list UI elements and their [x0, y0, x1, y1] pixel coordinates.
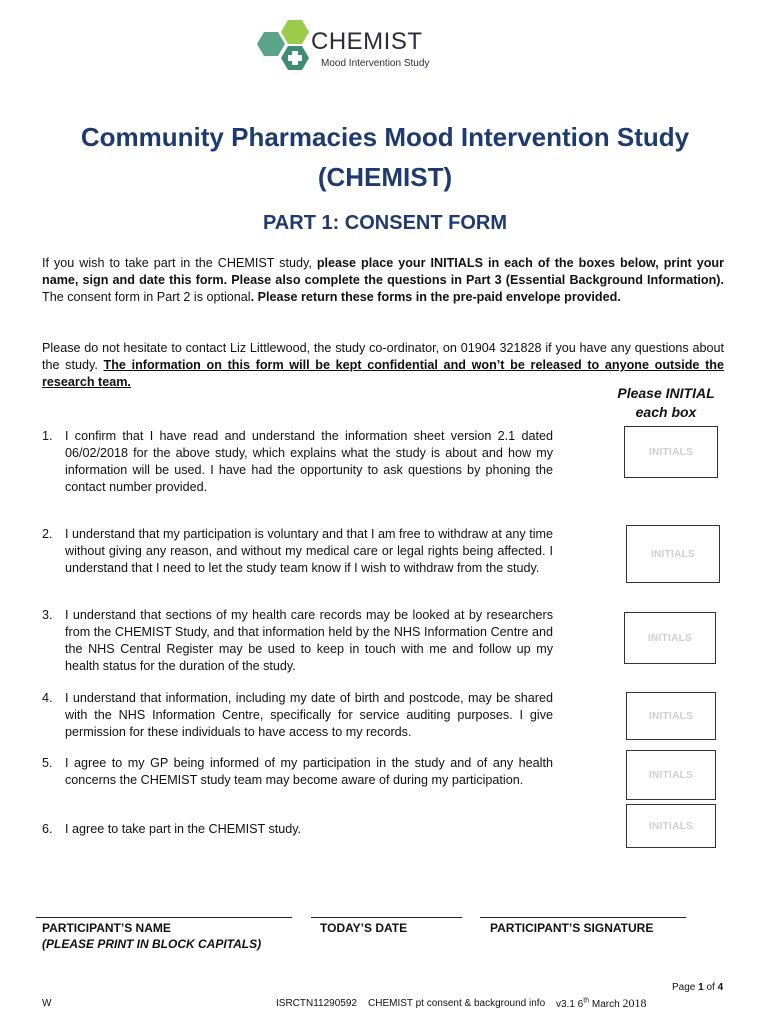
- initials-placeholder: INITIALS: [648, 820, 694, 832]
- logo-subtitle: Mood Intervention Study: [321, 58, 430, 69]
- footer-isrctn: ISRCTN11290592: [276, 998, 357, 1009]
- consent-statement-2: I understand that my participation is voluntary and that I am free to withdraw at any time without giving any reason, and without my medical care or legal rights being affected. I understand that I need to let the study team know if I wish to withdraw from the study.: [65, 527, 553, 575]
- logo-name: CHEMIST: [311, 28, 423, 55]
- intro-bold-1: please place your INITIALS in each of the boxes below, print your name, sign and date this form. Please also complete the questions in Part 3 (Essential Background Information).: [42, 256, 724, 287]
- name-label-subtext: (PLEASE PRINT IN BLOCK CAPITALS): [42, 937, 262, 951]
- item-number: 6.: [42, 822, 53, 836]
- participant-signature-label: PARTICIPANT’S SIGNATURE: [490, 921, 654, 935]
- footer-version-sup: th: [583, 997, 590, 1005]
- hexagon-logo-icon: [255, 16, 315, 78]
- consent-statement-6: I agree to take part in the CHEMIST study.: [65, 822, 302, 836]
- initials-box-6[interactable]: [626, 804, 716, 848]
- intro-bold-2: . Please return these forms in the pre-paid envelope provided.: [250, 290, 621, 304]
- consent-statement-4: I understand that information, including my date of birth and postcode, may be shared with the NHS Information Centre, specifically for service auditing purposes. I give permission for these individuals to have access to my records.: [65, 691, 553, 739]
- initials-box-1[interactable]: [624, 426, 718, 478]
- initials-placeholder: INITIALS: [647, 632, 693, 644]
- logo-hex-top: [281, 20, 309, 44]
- item-number: 3.: [42, 608, 53, 622]
- initials-placeholder: INITIALS: [648, 710, 694, 722]
- footer-month: March: [589, 999, 623, 1010]
- please-initial-line1: Please INITIAL: [617, 385, 715, 401]
- intro-paragraph: [42, 255, 724, 306]
- consent-statement-1: I confirm that I have read and understand the information sheet version 2.1 dated 06/02/2018 for the above study, which explains what the study is about and how my information will be used. I have had the opportunity to ask questions by phoning the contact number provided.: [65, 429, 553, 494]
- item-number: 1.: [42, 429, 53, 443]
- footer-doc-name: CHEMIST pt consent & background info: [368, 998, 546, 1009]
- page-of: of: [703, 982, 718, 993]
- initials-box-2[interactable]: [626, 525, 720, 583]
- initials-placeholder: INITIALS: [648, 446, 694, 458]
- intro-text-2: The consent form in Part 2 is optional: [42, 290, 251, 304]
- participant-name-label: [42, 920, 261, 952]
- item-number: 5.: [42, 756, 53, 770]
- page-prefix: Page: [672, 982, 699, 993]
- initials-box-4[interactable]: [626, 692, 716, 740]
- todays-date-label: TODAY’S DATE: [320, 921, 408, 935]
- contact-text: Please do not hesitate to contact Liz Littlewood, the study co-ordinator, on 01904 321828 if you have any questions about the study.: [42, 341, 724, 372]
- footer-version: v3.1 6: [556, 999, 584, 1010]
- footer-year: 2018: [622, 996, 647, 1010]
- page-current: 1: [698, 982, 704, 993]
- confidentiality-notice: The information on this form will be kept confidential and won’t be released to anyone outside the research team.: [42, 358, 725, 389]
- page-total: 4: [717, 982, 724, 993]
- initials-placeholder: INITIALS: [648, 769, 694, 781]
- chemist-logo: [255, 16, 455, 78]
- consent-statement-3: I understand that sections of my health care records may be looked at by researchers from the CHEMIST Study, and that information held by the NHS Information Centre and the NHS Central Register may be used to keep in touch with me and follow up my health status for the duration of the study.: [65, 608, 553, 673]
- document-title-line1: Community Pharmacies Mood Intervention Study: [80, 122, 690, 152]
- initials-box-5[interactable]: [626, 750, 716, 800]
- consent-statement-5: I agree to my GP being informed of my participation in the study and of any health concerns the CHEMIST study team may become aware of during my participation.: [65, 756, 553, 787]
- page-number: [672, 982, 723, 993]
- part-title: PART 1: CONSENT FORM: [262, 212, 508, 234]
- footer-mark: W: [42, 998, 52, 1009]
- item-number: 2.: [42, 527, 53, 541]
- item-number: 4.: [42, 691, 53, 705]
- name-label-text: PARTICIPANT’S NAME: [42, 921, 171, 935]
- todays-date-line[interactable]: [311, 917, 462, 918]
- participant-name-line[interactable]: [36, 917, 292, 918]
- please-initial-heading: [600, 384, 732, 422]
- please-initial-line2: each box: [635, 404, 697, 420]
- intro-text-1: If you wish to take part in the CHEMIST study,: [42, 256, 317, 270]
- document-title-line2: (CHEMIST): [317, 162, 453, 192]
- initials-placeholder: INITIALS: [650, 548, 696, 560]
- footer-version-date: [556, 996, 646, 1011]
- participant-signature-line[interactable]: [480, 917, 686, 918]
- initials-box-3[interactable]: [624, 612, 716, 664]
- logo-hex-left: [257, 32, 285, 56]
